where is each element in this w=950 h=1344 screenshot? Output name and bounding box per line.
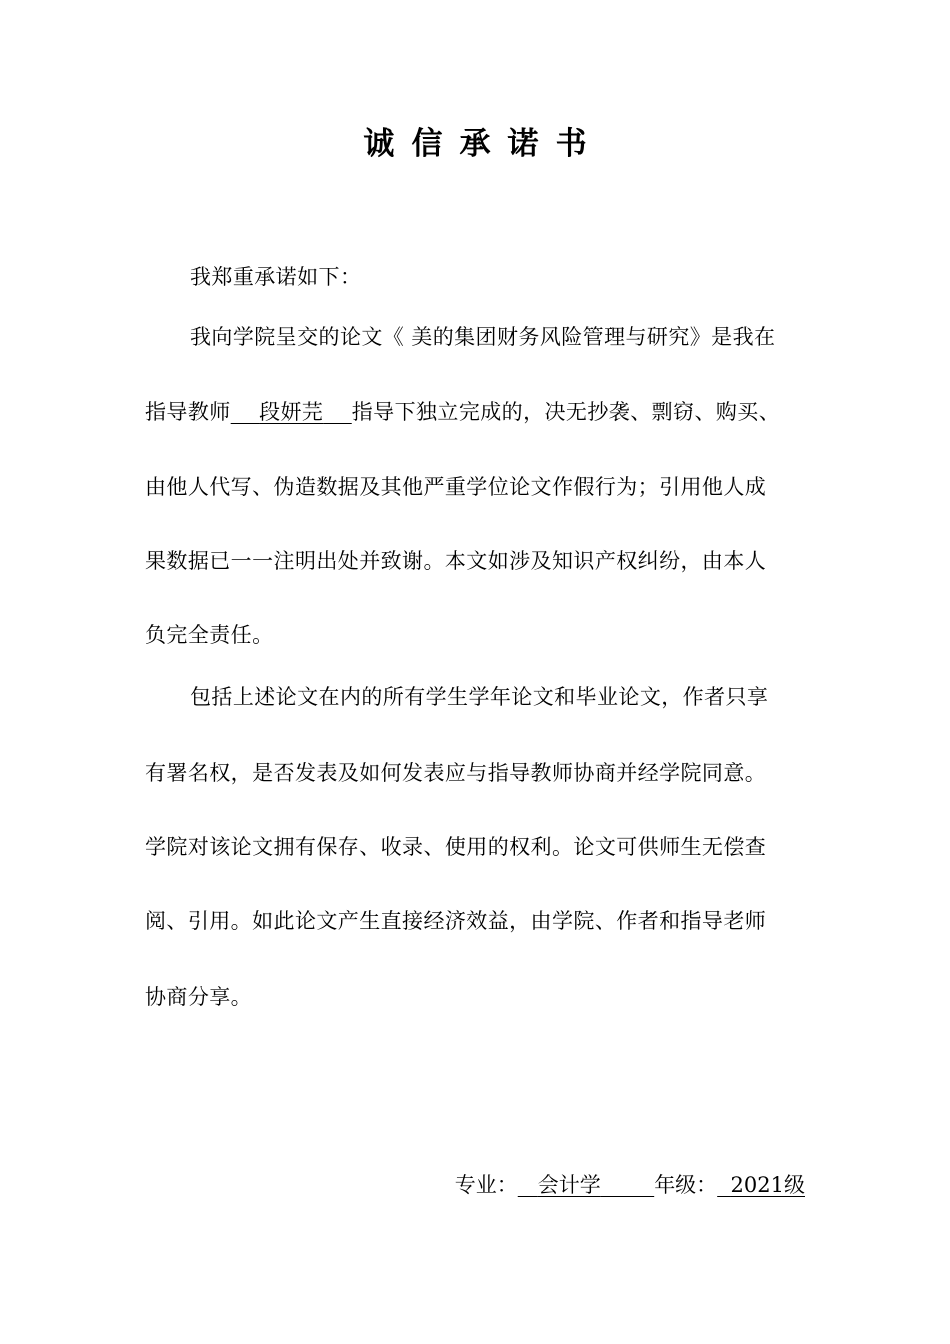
- para2-line4: 阅、引用。如此论文产生直接经济效益，由学院、作者和指导老师: [145, 909, 767, 933]
- para2-line2: 有署名权，是否发表及如何发表应与指导教师协商并经学院同意。: [145, 761, 767, 785]
- para1-line3: 由他人代写、伪造数据及其他严重学位论文作假行为；引用他人成: [145, 475, 767, 499]
- para2-line3: 学院对该论文拥有保存、收录、使用的权利。论文可供师生无偿查: [145, 835, 767, 859]
- para2-line5: 协商分享。: [145, 985, 253, 1009]
- opening-line: 我郑重承诺如下：: [190, 265, 362, 289]
- para1-line5: 负完全责任。: [145, 623, 274, 647]
- major-field: 会计学: [537, 1173, 601, 1197]
- major-label: 专业：: [454, 1173, 518, 1197]
- signature-line: [455, 1170, 805, 1200]
- para1-line1: 我向学院呈交的论文《 美的集团财务风险管理与研究》是我在: [190, 325, 776, 349]
- para2-line1: 包括上述论文在内的所有学生学年论文和毕业论文，作者只享: [190, 685, 769, 709]
- grade-label: 年级：: [654, 1173, 718, 1197]
- para1-line4: 果数据已一一注明出处并致谢。本文如涉及知识产权纠纷，由本人: [145, 549, 767, 573]
- advisor-name-field: 段妍芫: [259, 400, 324, 424]
- para1-line2: [145, 397, 780, 427]
- grade-field: 2021级: [730, 1173, 805, 1197]
- advisor-label: 指导教师: [145, 400, 231, 424]
- page-title: 诚信承诺书: [363, 126, 604, 162]
- para1-line2-rest: 指导下独立完成的，决无抄袭、剽窃、购买、: [351, 400, 781, 424]
